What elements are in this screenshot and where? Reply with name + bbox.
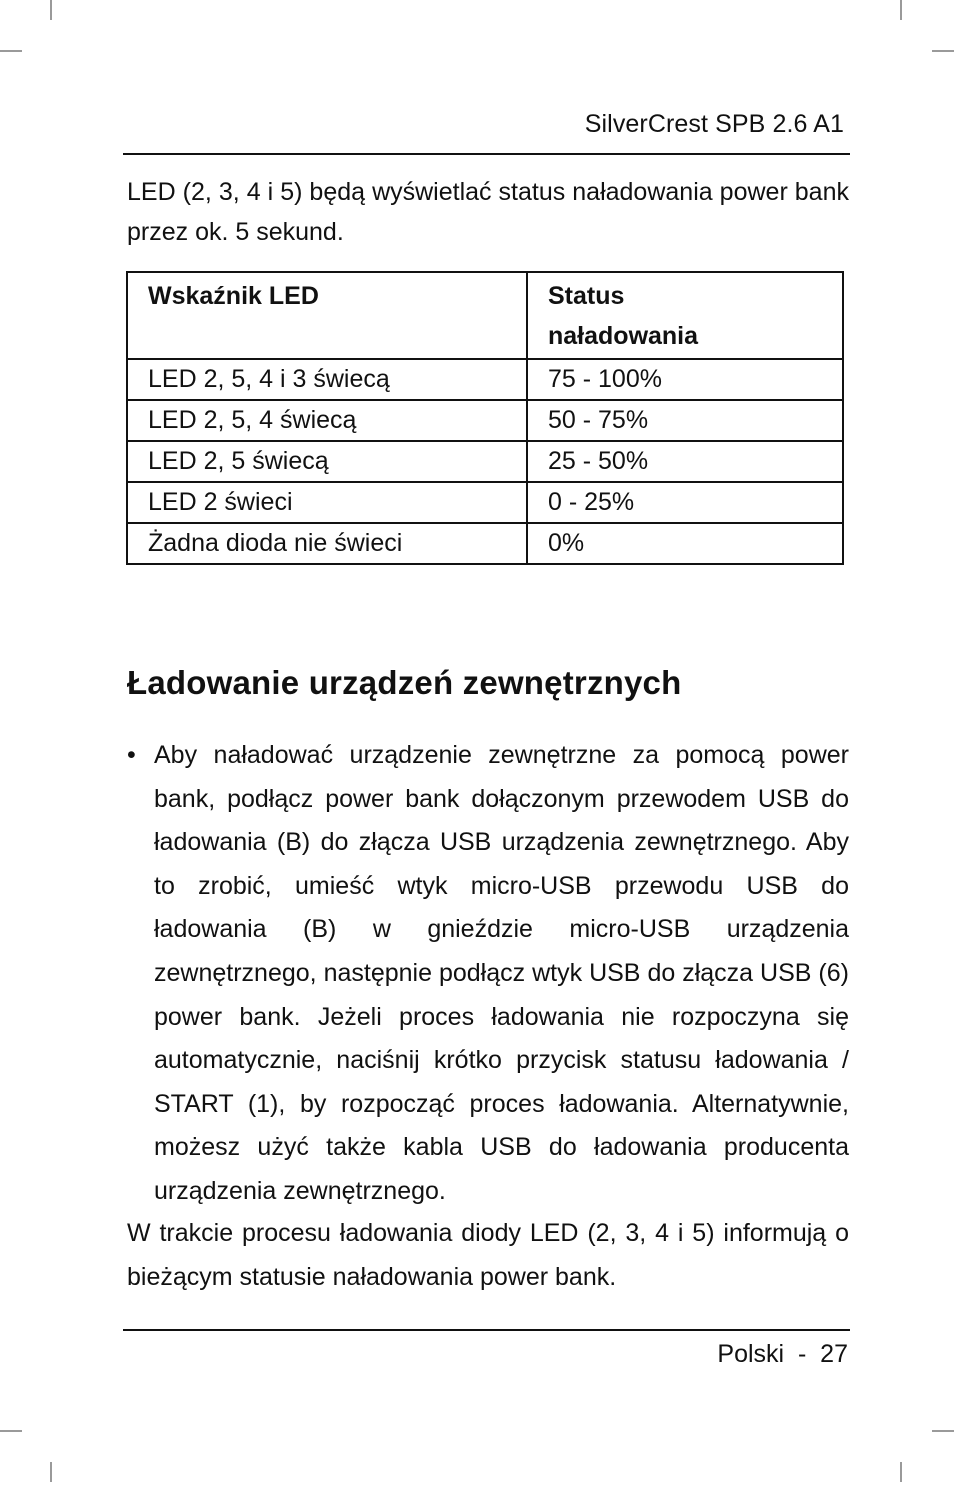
crop-mark: [932, 50, 954, 52]
intro-paragraph: LED (2, 3, 4 i 5) będą wyświetlać status naładowania power bank przez ok. 5 sekund.: [127, 178, 849, 246]
status-cell: 50 - 75%: [527, 400, 843, 441]
crop-mark: [0, 50, 22, 52]
table-header-row: [127, 272, 843, 359]
column-header-led: Wskaźnik LED: [127, 272, 527, 359]
led-status-table: [126, 271, 844, 565]
section-title: Ładowanie urządzeń zewnętrznych: [127, 664, 682, 701]
table-row: [127, 359, 843, 400]
body-paragraph: W trakcie procesu ładowania diody LED (2, 3, 4 i 5) informują o bieżącym statusie naładowania power bank.: [127, 1219, 849, 1291]
bullet-icon: •: [127, 741, 136, 769]
bullet-list-item: [127, 734, 849, 1214]
led-cell: LED 2, 5, 4 i 3 świecą: [127, 359, 527, 400]
led-cell: LED 2, 5, 4 świecą: [127, 400, 527, 441]
crop-mark: [50, 0, 52, 20]
status-cell: 25 - 50%: [527, 441, 843, 482]
crop-mark: [900, 1462, 902, 1482]
page-footer: Polski - 27: [717, 1340, 848, 1368]
led-cell: LED 2 świeci: [127, 482, 527, 523]
page-header-title: SilverCrest SPB 2.6 A1: [584, 110, 844, 138]
status-cell: 0%: [527, 523, 843, 564]
crop-mark: [0, 1430, 22, 1432]
led-cell: Żadna dioda nie świeci: [127, 523, 527, 564]
table-row: [127, 482, 843, 523]
bullet-text: Aby naładować urządzenie zewnętrzne za pomocą power bank, podłącz power bank dołączonym przewodem USB do ładowania (B) do złącza USB urządzenia zewnętrznego. Aby to zrobić, umieść wtyk micro-USB przewodu USB do ładowania (B) w gnieździe micro-USB urządzenia zewnętrznego, następnie podłącz wtyk USB do złącza USB (6) power bank. Jeżeli proces ładowania nie rozpoczyna się automatycznie, naciśnij krótko przycisk statusu ładowania / START (1), by rozpocząć proces ładowania. Alternatywnie, możesz użyć także kabla USB do ładowania producenta urządzenia zewnętrznego.: [154, 741, 849, 1205]
status-cell: 75 - 100%: [527, 359, 843, 400]
table-row: [127, 400, 843, 441]
header-rule: [123, 153, 850, 155]
led-cell: LED 2, 5 świecą: [127, 441, 527, 482]
table-row: [127, 523, 843, 564]
table-row: [127, 441, 843, 482]
crop-mark: [932, 1430, 954, 1432]
crop-mark: [50, 1462, 52, 1482]
crop-mark: [900, 0, 902, 20]
status-cell: 0 - 25%: [527, 482, 843, 523]
column-header-status: Status naładowania: [527, 272, 843, 359]
footer-rule: [123, 1329, 850, 1331]
